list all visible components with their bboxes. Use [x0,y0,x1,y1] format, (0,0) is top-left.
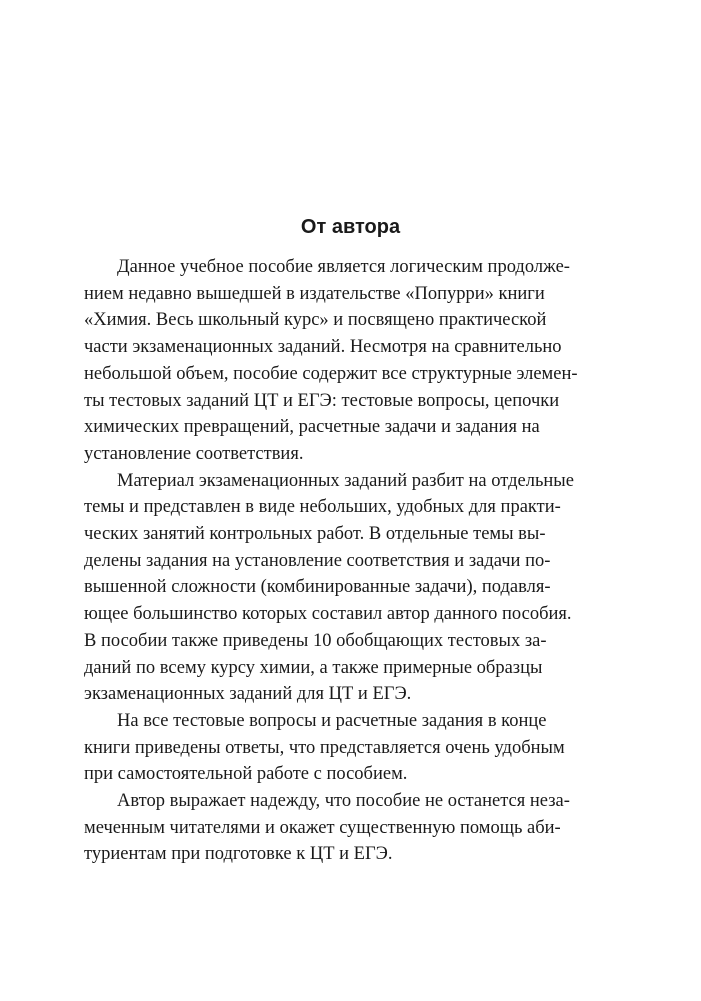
text-line: при самостоятельной работе с пособием. [84,764,408,785]
text-line: нием недавно вышедшей в издательстве «Попурри» книги [84,283,545,304]
paragraph [84,708,701,788]
page-title: От автора [300,216,401,238]
paragraph [84,254,701,468]
body-text [84,254,701,868]
text-line: темы и представлен в виде небольших, удобных для практи- [84,497,561,518]
text-line: меченным читателями и окажет существенную помощь аби- [84,817,561,838]
text-line: ческих занятий контрольных работ. В отдельные темы вы- [84,524,546,545]
text-line: книги приведены ответы, что представляется очень удобным [84,737,565,758]
text-line: химических превращений, расчетные задачи и задания на [84,417,540,438]
text-line: На все тестовые вопросы и расчетные задания в конце [117,710,547,731]
text-line: «Химия. Весь школьный курс» и посвящено практической [84,310,547,331]
paragraph [84,468,701,708]
text-line: В пособии также приведены 10 обобщающих тестовых за- [84,630,547,651]
text-line: даний по всему курсу химии, а также примерные образцы [84,657,543,678]
paragraph [84,788,701,868]
text-line: Материал экзаменационных заданий разбит на отдельные [117,470,574,491]
text-line: Данное учебное пособие является логическим продолже- [117,257,570,277]
text-line: туриентам при подготовке к ЦТ и ЕГЭ. [84,844,393,865]
text-line: ты тестовых заданий ЦТ и ЕГЭ: тестовые вопросы, цепочки [84,390,560,411]
text-line: ющее большинство которых составил автор данного пособия. [84,604,572,625]
text-line: небольшой объем, пособие содержит все структурные элемен- [84,363,578,384]
text-line: экзаменационных заданий для ЦТ и ЕГЭ. [84,684,412,705]
text-line: вышенной сложности (комбинированные задачи), подавля- [84,577,551,598]
text-line: установление соответствия. [84,443,304,464]
text-line: части экзаменационных заданий. Несмотря на сравнительно [84,337,562,358]
text-line: делены задания на установление соответствия и задачи по- [84,550,551,571]
text-line: Автор выражает надежду, что пособие не останется неза- [117,791,570,812]
